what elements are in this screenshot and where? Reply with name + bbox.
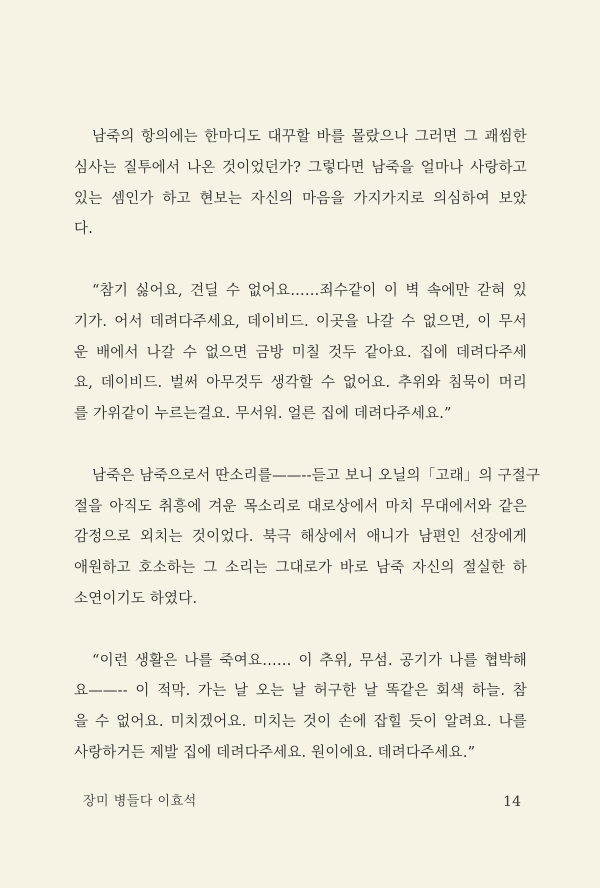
text-line: 남죽은 남죽으로서 딴소리를——--듣고 보니 오닐의「고래」의 구절구 — [92, 467, 541, 484]
text-line: 을 수 없어요. 미치겠어요. 미치는 것이 손에 잡힐 듯이 알려요. 나를 — [74, 714, 527, 731]
paragraph — [74, 276, 527, 430]
running-title: 장미 병들다 이효석 — [83, 794, 197, 809]
text-line: 사랑하거든 제발 집에 데려다주세요. 원이에요. 데려다주세요.” — [74, 744, 476, 761]
paragraph — [74, 646, 527, 769]
paragraph — [74, 461, 541, 615]
text-line: 를 가위같이 누르는걸요. 무서워. 얼른 집에 데려다주세요.” — [74, 406, 452, 423]
text-line: 애원하고 호소하는 그 소리는 그대로가 바로 남죽 자신의 절실한 하 — [74, 560, 527, 577]
page-footer — [83, 792, 521, 812]
text-line: 있는 셈인가 하고 현보는 자신의 마음을 가지가지로 의심하여 보았 — [74, 190, 527, 207]
text-line: 절을 아직도 취흥에 겨운 목소리로 대로상에서 마치 무대에서와 같은 — [74, 498, 527, 515]
text-line: “참기 싫어요, 견딜 수 없어요……죄수같이 이 벽 속에만 갇혀 있 — [92, 282, 527, 299]
text-line: 심사는 질투에서 나온 것이었던가? 그렇다면 남죽을 얼마나 사랑하고 — [74, 159, 527, 176]
text-line: 요——-- 이 적막. 가는 날 오는 날 허구한 날 똑같은 회색 하늘. 참 — [74, 683, 527, 700]
text-line: 다. — [74, 221, 94, 238]
paragraph — [74, 122, 527, 245]
text-line: 남죽의 항의에는 한마디도 대꾸할 바를 몰랐으나 그러면 그 괘씸한 — [92, 129, 527, 145]
text-line: 감정으로 외치는 것이었다. 북극 해상에서 애니가 남편인 선장에게 — [74, 529, 527, 546]
page-number: 14 — [503, 794, 521, 810]
text-line: 요, 데이비드. 벌써 아무것두 생각할 수 없어요. 추위와 침묵이 머리 — [74, 375, 527, 392]
page-body — [74, 122, 541, 769]
text-line: “이런 생활은 나를 죽여요…… 이 추위, 무섬. 공기가 나를 협박해 — [92, 652, 527, 669]
text-line: 기가. 어서 데려다주세요, 데이비드. 이곳을 나갈 수 없으면, 이 무서 — [74, 313, 527, 330]
text-line: 소연이기도 하였다. — [74, 590, 198, 607]
text-line: 운 배에서 나갈 수 없으면 금방 미칠 것두 같아요. 집에 데려다주세 — [74, 344, 527, 361]
